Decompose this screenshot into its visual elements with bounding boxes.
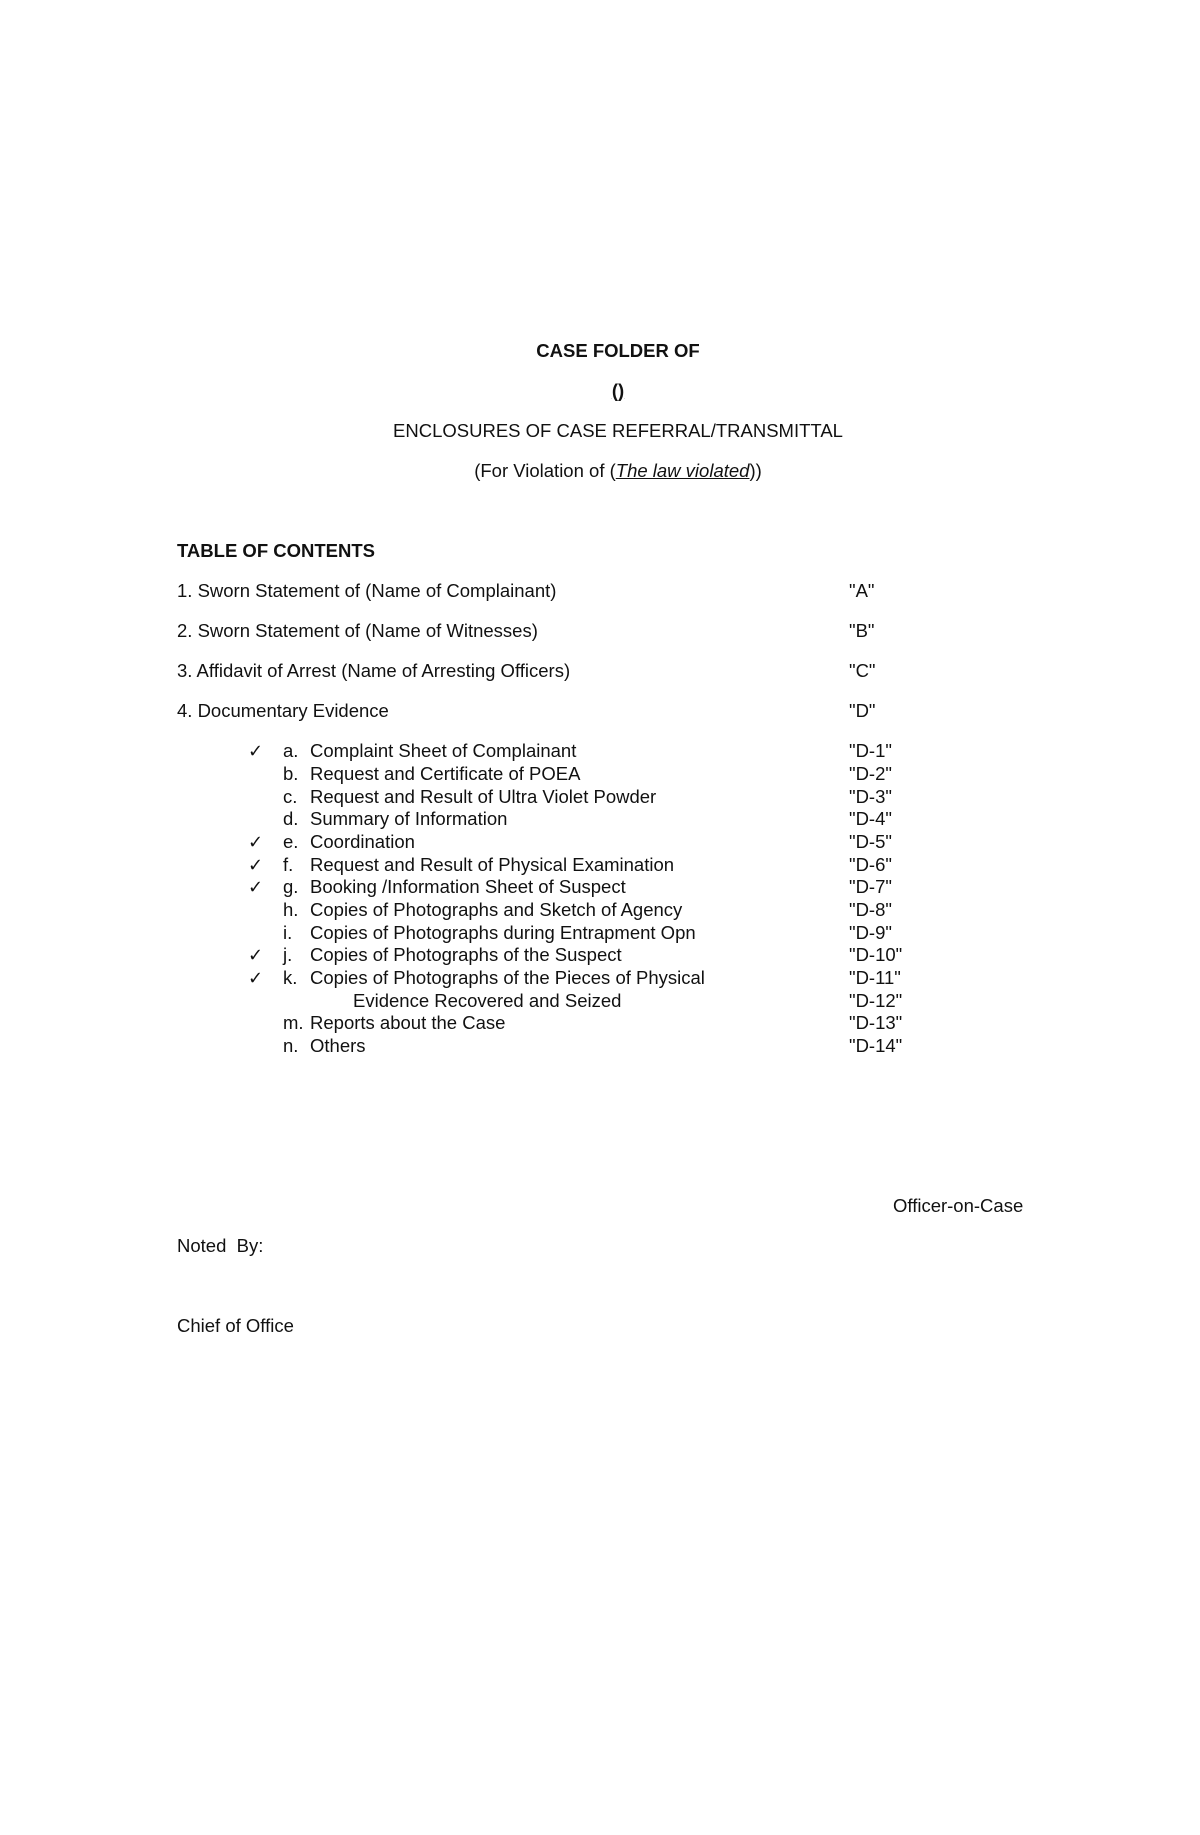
toc-item-annex: "C" (849, 660, 876, 681)
subitem-label: Copies of Photographs and Sketch of Agency (310, 899, 683, 920)
check-icon: ✓ (248, 741, 264, 761)
subitem-label: Copies of Photographs of the Pieces of Physical (310, 967, 705, 988)
subitem-annex: "D-3" (849, 786, 892, 807)
document-subtitle: ENCLOSURES OF CASE REFERRAL/TRANSMITTAL (393, 420, 843, 441)
toc-heading: TABLE OF CONTENTS (177, 540, 376, 561)
check-icon: ✓ (248, 832, 264, 852)
subitem-annex: "D-8" (849, 899, 892, 920)
subitem-annex: "D-5" (849, 831, 892, 852)
subitem-annex: "D-2" (849, 763, 892, 784)
check-icon: ✓ (248, 968, 264, 988)
subitem-label: Complaint Sheet of Complainant (310, 740, 577, 761)
toc-item-annex: "A" (849, 580, 875, 601)
officer-on-case-label: Officer-on-Case (893, 1195, 1024, 1216)
subitem-label: Others (310, 1035, 366, 1056)
subitem-letter: a. (283, 740, 299, 761)
subitem-letter: b. (283, 763, 299, 784)
toc-item-label: 3. Affidavit of Arrest (Name of Arresting Officers) (177, 660, 571, 681)
subitem-annex: "D-1" (849, 740, 892, 761)
violation-line (0, 460, 1200, 482)
subitem-annex: "D-14" (849, 1035, 903, 1056)
case-name-placeholder: () (611, 380, 625, 401)
subitem-annex: "D-10" (849, 944, 903, 965)
violation-prefix: (For Violation of ( (474, 460, 616, 481)
subitem-letter: e. (283, 831, 299, 852)
subitem-letter: c. (283, 786, 298, 807)
subitem-annex: "D-7" (849, 876, 892, 897)
chief-of-office-label: Chief of Office (177, 1315, 294, 1336)
subitem-annex: "D-9" (849, 922, 892, 943)
subitem-label: Copies of Photographs during Entrapment Opn (310, 922, 696, 943)
subitem-letter: n. (283, 1035, 299, 1056)
noted-by-label: Noted By: (177, 1235, 264, 1256)
subitem-annex: "D-13" (849, 1012, 903, 1033)
toc-item-annex: "B" (849, 620, 875, 641)
subitem-letter: f. (283, 854, 294, 875)
subitem-letter: h. (283, 899, 299, 920)
subitem-annex: "D-4" (849, 808, 892, 829)
subitem-letter: i. (283, 922, 293, 943)
subitem-label: Reports about the Case (310, 1012, 506, 1033)
subitem-label-continued: Evidence Recovered and Seized (353, 990, 622, 1011)
subitem-label: Request and Result of Ultra Violet Powder (310, 786, 657, 807)
subitem-label: Request and Result of Physical Examination (310, 854, 675, 875)
toc-item-annex: "D" (849, 700, 876, 721)
subitem-annex: "D-11" (849, 967, 901, 988)
check-icon: ✓ (248, 855, 264, 875)
subitem-letter: j. (283, 944, 293, 965)
subitem-label: Booking /Information Sheet of Suspect (310, 876, 626, 897)
toc-item-label: 2. Sworn Statement of (Name of Witnesses) (177, 620, 538, 641)
subitem-letter: k. (283, 967, 298, 988)
check-icon: ✓ (248, 877, 264, 897)
subitem-label: Summary of Information (310, 808, 508, 829)
subitem-annex: "D-12" (849, 990, 903, 1011)
document-title: CASE FOLDER OF (536, 340, 700, 361)
subitem-letter: d. (283, 808, 299, 829)
subitem-label: Request and Certificate of POEA (310, 763, 581, 784)
subitem-letter: g. (283, 876, 299, 897)
toc-item-label: 4. Documentary Evidence (177, 700, 389, 721)
toc-item-label: 1. Sworn Statement of (Name of Complainant) (177, 580, 557, 601)
subitem-letter: m. (283, 1012, 304, 1033)
subitem-label: Coordination (310, 831, 415, 852)
violation-suffix: )) (749, 460, 762, 481)
subitem-annex: "D-6" (849, 854, 892, 875)
violation-law: The law violated (615, 460, 750, 481)
check-icon: ✓ (248, 945, 264, 965)
subitem-label: Copies of Photographs of the Suspect (310, 944, 622, 965)
